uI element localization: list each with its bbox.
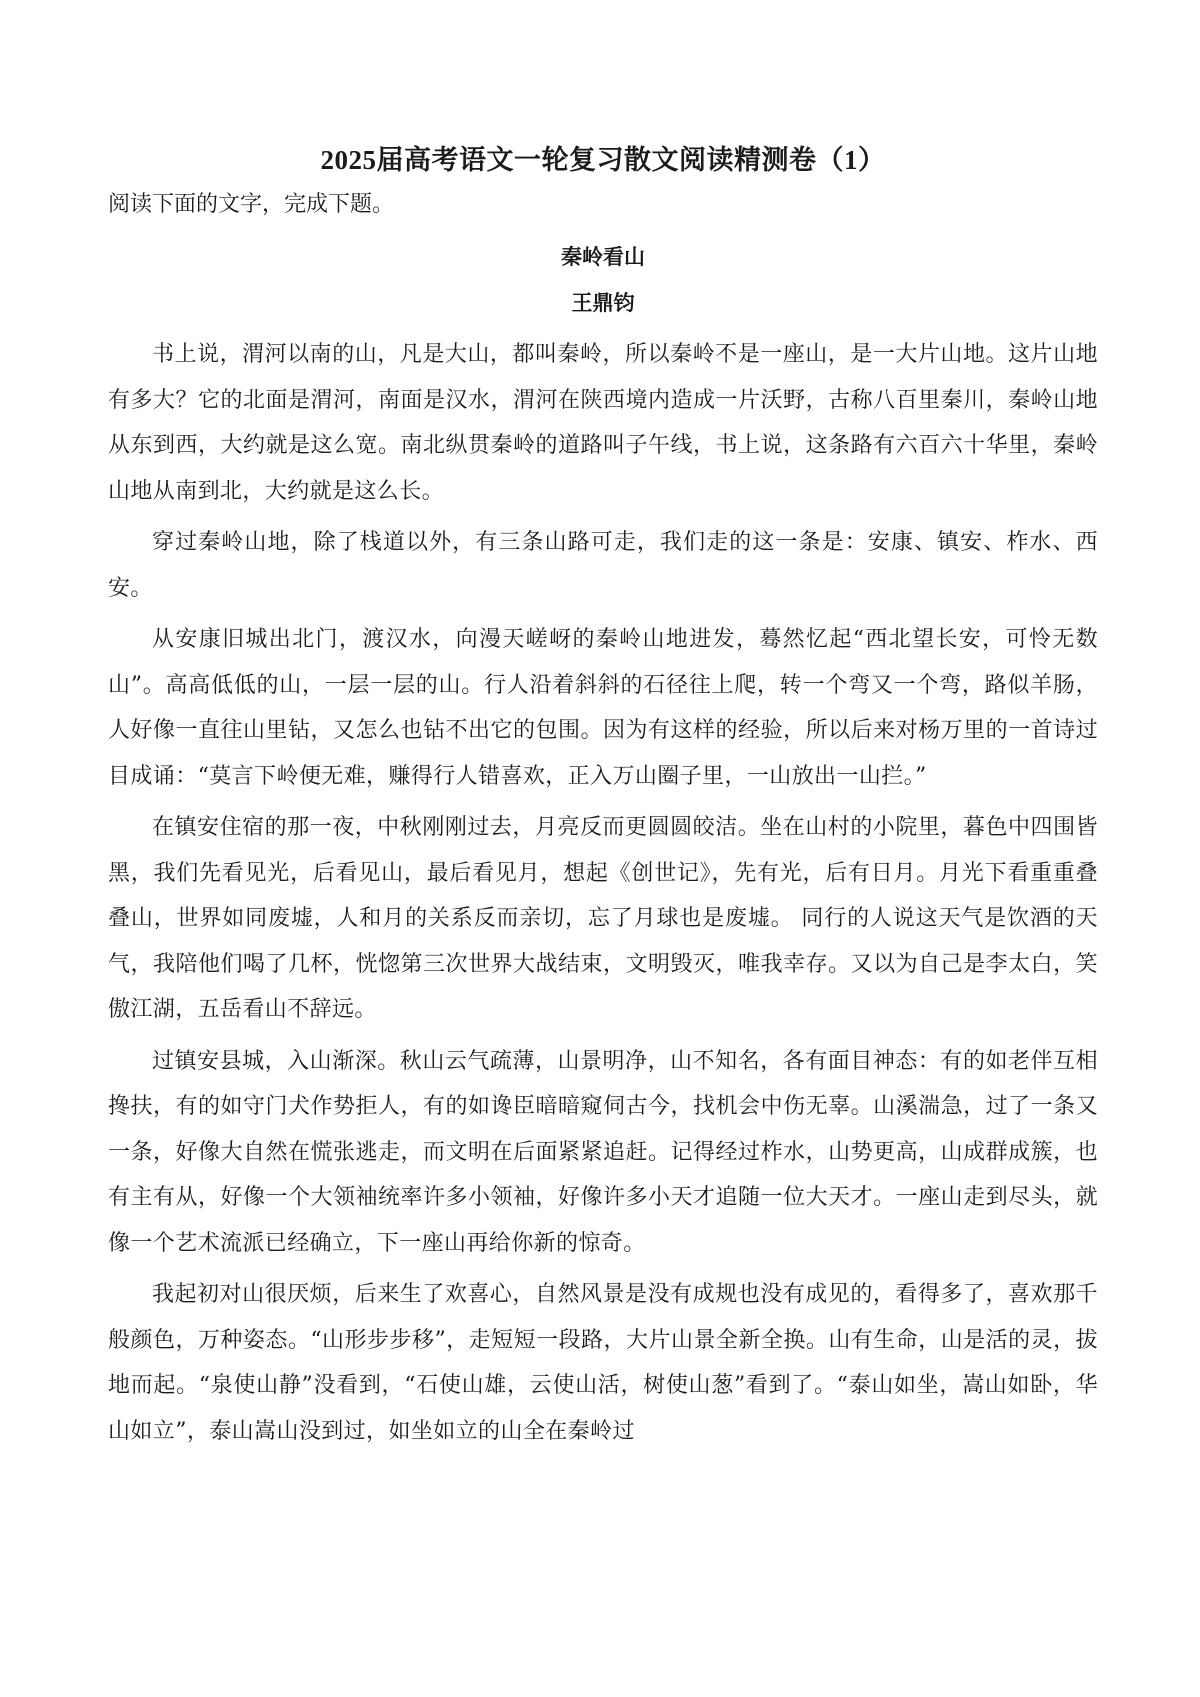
essay-paragraph-6: 我起初对山很厌烦，后来生了欢喜心，自然风景是没有成规也没有成见的，看得多了，喜欢那千般颜色，万种姿态。“山形步步移”，走短短一段路，大片山景全新全换。山有生命，山是活的灵，拔地而起。“泉使山静”没看到，“石使山雄，云使山活，树使山葱”看到了。“泰山如坐，嵩山如卧，华山如立”，泰山嵩山没到过，如坐如立的山全在秦岭过 [108, 1282, 1098, 1444]
essay-paragraph-3: 从安康旧城出北门，渡汉水，向漫天嵯岈的秦岭山地进发，蓦然忆起“西北望长安，可怜无数山”。高高低低的山，一层一层的山。行人沿着斜斜的石径往上爬，转一个弯又一个弯，路似羊肠，人好像一直往山里钻，又怎么也钻不出它的包围。因为有这样的经验，所以后来对杨万里的一首诗过目成诵：“莫言下岭便无难，赚得行人错喜欢，正入万山圈子里，一山放出一山拦。” [108, 627, 1098, 789]
essay-title: 秦岭看山 [561, 244, 645, 269]
essay-author: 王鼎钧 [571, 290, 635, 315]
essay-paragraph-2: 穿过秦岭山地，除了栈道以外，有三条山路可走，我们走的这一条是：安康、镇安、柞水、西安。 [108, 530, 1098, 601]
essay-paragraph-1: 书上说，渭河以南的山，凡是大山，都叫秦岭，所以秦岭不是一座山，是一大片山地。这片山地有多大？它的北面是渭河，南面是汉水，渭河在陕西境内造成一片沃野，古称八百里秦川，秦岭山地从东到西，大约就是这么宽。南北纵贯秦岭的道路叫子午线，书上说，这条路有六百六十华里，秦岭山地从南到北，大约就是这么长。 [108, 342, 1098, 504]
essay-paragraph-4: 在镇安住宿的那一夜，中秋刚刚过去，月亮反而更圆圆皎洁。坐在山村的小院里，暮色中四围皆黑，我们先看见光，后看见山，最后看见月，想起《创世记》，先有光，后有日月。月光下看重重叠叠山，世界如同废墟，人和月的关系反而亲切，忘了月球也是废墟。 同行的人说这天气是饮酒的天气，我陪他们喝了几杯，恍惚第三次世界大战结束，文明毁灭，唯我幸存。又以为自己是李太白，笑傲江湖，五岳看山不辞远。 [108, 815, 1098, 1022]
essay-paragraph-5: 过镇安县城，入山渐深。秋山云气疏薄，山景明净，山不知名，各有面目神态：有的如老伴互相搀扶，有的如守门犬作势拒人，有的如谗臣暗暗窥伺古今，找机会中伤无辜。山溪湍急，过了一条又一条，好像大自然在慌张逃走，而文明在后面紧紧追赶。记得经过柞水，山势更高，山成群成簇，也有主有从，好像一个大领袖统率许多小领袖，好像许多小天才追随一位大天才。一座山走到尽头，就像一个艺术流派已经确立，下一座山再给你新的惊奇。 [108, 1048, 1098, 1256]
document-page [108, 140, 1098, 1460]
reading-instruction: 阅读下面的文字，完成下题。 [108, 192, 395, 217]
document-title: 2025届高考语文一轮复习散文阅读精测卷（1） [320, 145, 886, 175]
